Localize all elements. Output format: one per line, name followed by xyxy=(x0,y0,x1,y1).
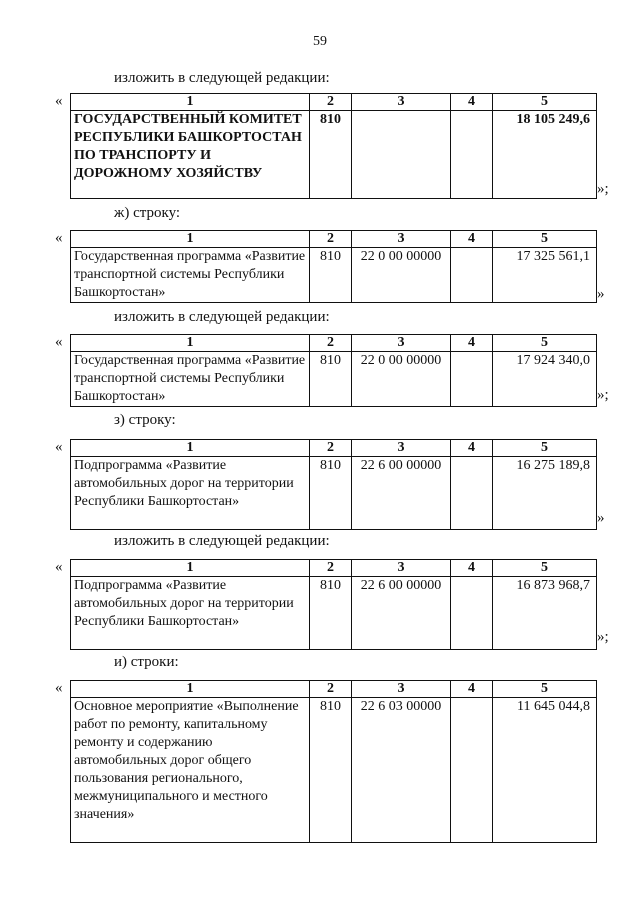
target-code-cell: 22 0 00 00000 xyxy=(352,248,451,303)
header-cell: 3 xyxy=(352,440,451,457)
open-quote: « xyxy=(55,93,63,109)
type-cell xyxy=(451,698,493,843)
table-row xyxy=(71,698,597,843)
amount-cell: 18 105 249,6 xyxy=(493,111,597,199)
close-quote: »; xyxy=(597,387,609,403)
instruction-text: изложить в следующей редакции: xyxy=(114,70,330,86)
table-row xyxy=(71,457,597,530)
code-cell: 810 xyxy=(310,352,352,407)
instruction-text: з) строку: xyxy=(114,412,176,428)
name-cell: ГОСУДАРСТВЕННЫЙ КОМИТЕТ РЕСПУБЛИКИ БАШКОРТОСТАН ПО ТРАНСПОРТУ И ДОРОЖНОМУ ХОЗЯЙСТВУ xyxy=(71,111,310,199)
header-cell: 1 xyxy=(71,94,310,111)
header-cell: 2 xyxy=(310,94,352,111)
budget-table xyxy=(70,93,597,199)
close-quote: »; xyxy=(597,181,609,197)
header-cell: 5 xyxy=(493,335,597,352)
header-cell: 4 xyxy=(451,335,493,352)
code-cell: 810 xyxy=(310,457,352,530)
header-cell: 5 xyxy=(493,94,597,111)
code-cell: 810 xyxy=(310,698,352,843)
header-row xyxy=(71,335,597,352)
close-quote: » xyxy=(597,286,605,302)
header-row xyxy=(71,681,597,698)
name-cell: Основное мероприятие «Выполнение работ по ремонту, капитальному ремонту и содержанию автомобильных дорог общего пользования регионального, межмуниципального и местного значения» xyxy=(71,698,310,843)
header-cell: 3 xyxy=(352,560,451,577)
header-cell: 5 xyxy=(493,681,597,698)
type-cell xyxy=(451,248,493,303)
header-cell: 1 xyxy=(71,560,310,577)
header-cell: 5 xyxy=(493,231,597,248)
budget-table xyxy=(70,439,597,530)
amount-cell: 17 924 340,0 xyxy=(493,352,597,407)
name-cell: Подпрограмма «Развитие автомобильных дорог на территории Республики Башкортостан» xyxy=(71,577,310,650)
name-cell: Государственная программа «Развитие транспортной системы Республики Башкортостан» xyxy=(71,248,310,303)
header-row xyxy=(71,560,597,577)
header-cell: 3 xyxy=(352,335,451,352)
instruction-text: изложить в следующей редакции: xyxy=(114,533,330,549)
code-cell: 810 xyxy=(310,248,352,303)
instruction-text: ж) строку: xyxy=(114,205,181,221)
header-cell: 2 xyxy=(310,440,352,457)
open-quote: « xyxy=(55,559,63,575)
header-cell: 2 xyxy=(310,681,352,698)
code-cell: 810 xyxy=(310,577,352,650)
header-row xyxy=(71,94,597,111)
amount-cell: 16 275 189,8 xyxy=(493,457,597,530)
type-cell xyxy=(451,352,493,407)
header-cell: 1 xyxy=(71,231,310,248)
type-cell xyxy=(451,577,493,650)
header-cell: 1 xyxy=(71,681,310,698)
budget-table xyxy=(70,334,597,407)
header-cell: 4 xyxy=(451,560,493,577)
page-number: 59 xyxy=(313,34,327,49)
table-row xyxy=(71,352,597,407)
header-cell: 5 xyxy=(493,440,597,457)
budget-table xyxy=(70,559,597,650)
header-cell: 1 xyxy=(71,440,310,457)
header-row xyxy=(71,440,597,457)
header-row xyxy=(71,231,597,248)
instruction-text: и) строки: xyxy=(114,654,179,670)
header-cell: 5 xyxy=(493,560,597,577)
budget-table xyxy=(70,680,597,843)
target-code-cell: 22 6 00 00000 xyxy=(352,577,451,650)
instruction-text: изложить в следующей редакции: xyxy=(114,309,330,325)
header-cell: 4 xyxy=(451,440,493,457)
open-quote: « xyxy=(55,680,63,696)
target-code-cell: 22 6 00 00000 xyxy=(352,457,451,530)
type-cell xyxy=(451,457,493,530)
code-cell: 810 xyxy=(310,111,352,199)
header-cell: 3 xyxy=(352,681,451,698)
header-cell: 1 xyxy=(71,335,310,352)
open-quote: « xyxy=(55,230,63,246)
header-cell: 2 xyxy=(310,231,352,248)
header-cell: 3 xyxy=(352,231,451,248)
header-cell: 4 xyxy=(451,94,493,111)
header-cell: 3 xyxy=(352,94,451,111)
target-code-cell: 22 6 03 00000 xyxy=(352,698,451,843)
header-cell: 4 xyxy=(451,681,493,698)
amount-cell: 11 645 044,8 xyxy=(493,698,597,843)
close-quote: »; xyxy=(597,629,609,645)
target-code-cell: 22 0 00 00000 xyxy=(352,352,451,407)
header-cell: 2 xyxy=(310,335,352,352)
budget-table xyxy=(70,230,597,303)
header-cell: 2 xyxy=(310,560,352,577)
open-quote: « xyxy=(55,334,63,350)
name-cell: Подпрограмма «Развитие автомобильных дорог на территории Республики Башкортостан» xyxy=(71,457,310,530)
table-row xyxy=(71,111,597,199)
amount-cell: 16 873 968,7 xyxy=(493,577,597,650)
name-cell: Государственная программа «Развитие транспортной системы Республики Башкортостан» xyxy=(71,352,310,407)
header-cell: 4 xyxy=(451,231,493,248)
target-code-cell xyxy=(352,111,451,199)
table-row xyxy=(71,577,597,650)
table-row xyxy=(71,248,597,303)
amount-cell: 17 325 561,1 xyxy=(493,248,597,303)
open-quote: « xyxy=(55,439,63,455)
close-quote: » xyxy=(597,510,605,526)
type-cell xyxy=(451,111,493,199)
